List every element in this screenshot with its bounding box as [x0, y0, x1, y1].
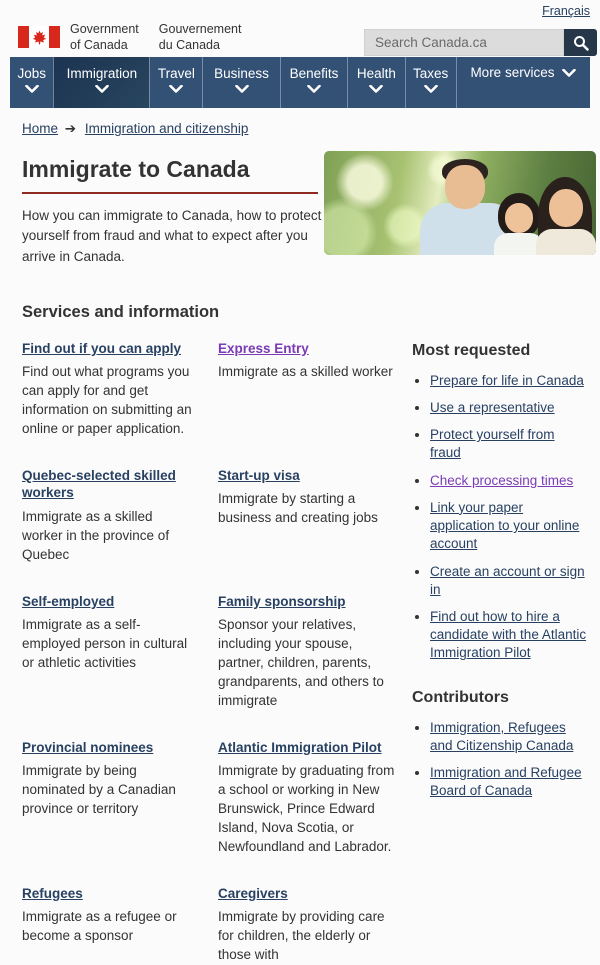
- most-requested-link[interactable]: Check processing times: [430, 472, 574, 488]
- contributor-item: [430, 764, 588, 800]
- service-item: [22, 340, 194, 439]
- service-item: [218, 739, 395, 857]
- nav-item[interactable]: [202, 57, 279, 108]
- service-description: Immigrate as a self-employed person in cultural or athletic activities: [22, 617, 188, 670]
- service-link[interactable]: Find out if you can apply: [22, 340, 182, 356]
- nav-item[interactable]: [53, 57, 149, 108]
- breadcrumb-item: [62, 121, 249, 136]
- nav-item[interactable]: [456, 57, 590, 108]
- chevron-down-icon: [235, 85, 249, 93]
- content-row: [22, 340, 588, 965]
- most-requested-list: [412, 372, 588, 663]
- breadcrumb-arrow-icon: ➔: [64, 121, 77, 136]
- nav-item-label: Taxes: [412, 66, 449, 81]
- service-link[interactable]: Family sponsorship: [218, 593, 346, 609]
- contributor-item: [430, 719, 588, 755]
- most-requested-item: [430, 563, 588, 599]
- most-requested-item: [430, 608, 588, 663]
- chevron-down-icon: [424, 85, 438, 93]
- nav-item-label: Immigration: [66, 66, 138, 81]
- service-description: Immigrate by providing care for children, the elderly or those with: [218, 909, 385, 962]
- most-requested-link[interactable]: Prepare for life in Canada: [430, 372, 584, 388]
- most-requested-link[interactable]: Use a representative: [430, 399, 555, 415]
- site-search: [364, 29, 597, 56]
- chevron-down-icon: [95, 85, 109, 93]
- service-link[interactable]: Refugees: [22, 885, 83, 901]
- contributors-heading: Contributors: [412, 688, 509, 706]
- most-requested-item: [430, 372, 588, 390]
- wordmark-fr: Gouvernement: [158, 22, 242, 36]
- nav-item[interactable]: [149, 57, 202, 108]
- nav-item[interactable]: [405, 57, 456, 108]
- contributor-link[interactable]: Immigration and Refugee Board of Canada: [430, 765, 582, 799]
- wordmark-en: Government: [70, 22, 139, 36]
- most-requested-link[interactable]: Link your paper application to your online account: [430, 499, 580, 552]
- service-description: Immigrate by starting a business and creating jobs: [218, 491, 378, 526]
- breadcrumb-item: [22, 121, 62, 136]
- most-requested-item: [430, 426, 588, 462]
- nav-item-label: Benefits: [289, 66, 339, 81]
- photo-decoration: [505, 203, 533, 233]
- topic-menu: [10, 57, 590, 108]
- title-accent-bar: [22, 192, 318, 194]
- service-item: [218, 885, 395, 965]
- chevron-down-icon: [562, 69, 576, 77]
- most-requested-link[interactable]: Find out how to hire a candidate with the Atlantic Immigration Pilot: [430, 608, 587, 661]
- service-link[interactable]: Caregivers: [218, 885, 288, 901]
- service-link[interactable]: Provincial nominees: [22, 739, 154, 755]
- nav-item[interactable]: [280, 57, 348, 108]
- chevron-down-icon: [25, 85, 39, 93]
- family-photo: [324, 151, 596, 255]
- service-description: Immigrate as a refugee or become a sponsor: [22, 909, 177, 944]
- page-title: Immigrate to Canada: [22, 156, 250, 182]
- search-button[interactable]: [564, 29, 597, 56]
- wordmark: Government of Canada Gouvernement du Canada: [70, 22, 242, 53]
- nav-item-label: Travel: [157, 66, 195, 81]
- chevron-down-icon: [369, 85, 383, 93]
- service-description: Immigrate by graduating from a school or working in New Brunswick, Prince Edward Island, Nova Scotia, or Newfoundland and Labrador.: [218, 763, 395, 854]
- breadcrumb-link[interactable]: Immigration and citizenship: [84, 121, 249, 136]
- service-item: [22, 739, 194, 857]
- chevron-down-icon: [169, 85, 183, 93]
- most-requested-item: [430, 472, 588, 490]
- service-description: Immigrate as a skilled worker in the province of Quebec: [22, 508, 170, 562]
- contributors-list: [412, 719, 588, 801]
- chevron-down-icon: [307, 85, 321, 93]
- contributor-link[interactable]: Immigration, Refugees and Citizenship Canada: [430, 719, 574, 753]
- page-intro-text: How you can immigrate to Canada, how to protect yourself from fraud and what to expect after you arrive in Canada.: [22, 208, 322, 264]
- most-requested-heading: Most requested: [412, 341, 531, 359]
- photo-decoration: [536, 229, 596, 255]
- breadcrumb: [0, 108, 600, 137]
- service-description: Immigrate by being nominated by a Canadian province or territory: [22, 763, 176, 816]
- service-item: [218, 340, 395, 439]
- canada-flag-icon: [18, 26, 60, 48]
- service-link[interactable]: Self-employed: [22, 593, 115, 609]
- nav-item[interactable]: [347, 57, 404, 108]
- government-of-canada-signature[interactable]: [18, 21, 241, 54]
- service-item: [218, 593, 395, 711]
- service-link[interactable]: Quebec-selected skilled workers: [22, 467, 176, 501]
- photo-decoration: [549, 189, 583, 227]
- service-link[interactable]: Express Entry: [218, 340, 309, 356]
- service-item: [22, 885, 194, 965]
- service-description: Sponsor your relatives, including your spouse, partner, children, parents, grandparents, and others to immigrate: [218, 617, 384, 708]
- nav-item-label: Jobs: [17, 66, 46, 81]
- main-content: [0, 151, 600, 965]
- most-requested-item: [430, 499, 588, 554]
- service-item: [22, 467, 194, 565]
- language-toggle-link[interactable]: Français: [542, 4, 590, 18]
- search-icon: [573, 35, 589, 51]
- nav-item-label: Business: [214, 66, 269, 81]
- site-header: [0, 0, 600, 57]
- maple-leaf-icon: [32, 30, 47, 45]
- nav-item-label: Health: [356, 66, 396, 81]
- most-requested-item: [430, 399, 588, 417]
- sidebar: [412, 340, 588, 810]
- services-list: [22, 340, 395, 965]
- most-requested-link[interactable]: Create an account or sign in: [430, 563, 585, 597]
- page-intro-section: [22, 151, 588, 267]
- nav-item-label: More services: [470, 65, 555, 80]
- service-description: Immigrate as a skilled worker: [218, 364, 393, 380]
- search-input[interactable]: [364, 29, 564, 56]
- service-item: [22, 593, 194, 711]
- service-item: [218, 467, 395, 565]
- photo-decoration: [445, 165, 485, 209]
- service-description: Find out what programs you can apply for and get information on submitting an online or paper application.: [22, 364, 192, 436]
- service-link[interactable]: Atlantic Immigration Pilot: [218, 739, 382, 755]
- most-requested-link[interactable]: Protect yourself from fraud: [430, 427, 555, 461]
- nav-item[interactable]: [10, 57, 53, 108]
- services-heading: Services and information: [22, 302, 220, 321]
- service-link[interactable]: Start-up visa: [218, 467, 300, 483]
- breadcrumb-link[interactable]: Home: [22, 121, 59, 136]
